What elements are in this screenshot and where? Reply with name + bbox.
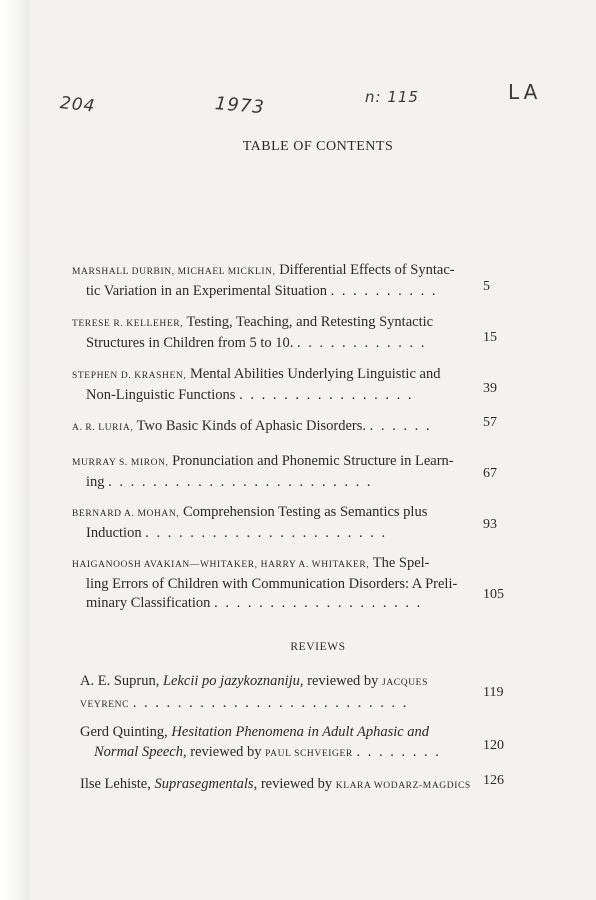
handwritten-note-4: LA <box>508 80 542 104</box>
entry-title-line1: Differential Effects of Syntac- <box>279 262 455 278</box>
dot-leader: . . . . . . . . . . . . . . . . . . . . . . . . <box>108 474 373 490</box>
dot-leader: . . . . . . . . . . . . . . . . . . . . . . <box>145 525 388 541</box>
handwritten-note-1: 204 <box>58 93 97 117</box>
toc-entry-miron <box>72 452 500 492</box>
entry-authors: MURRAY S. MIRON, <box>72 458 169 468</box>
entry-title-line2: ing <box>86 474 105 490</box>
review-work: Lekcii po jazykoznaniju, <box>162 673 304 689</box>
page-title: TABLE OF CONTENTS <box>242 139 394 154</box>
entry-title-line1: The Spel- <box>372 555 430 571</box>
entry-title-line1: Two Basic Kinds of Aphasic Disorders. <box>136 418 367 434</box>
entry-page: 15 <box>483 330 497 345</box>
review-page: 119 <box>483 685 504 700</box>
entry-title-line1: Comprehension Testing as Semantics plus <box>182 504 428 520</box>
entry-authors: A. R. LURIA, <box>72 423 134 433</box>
entry-title-line2: Induction <box>86 525 142 541</box>
entry-title-line3: minary Classification <box>86 595 211 611</box>
review-work: Suprasegmentals, <box>154 776 258 792</box>
dot-leader: . . . . . . . . . . . . . . . . . . . <box>214 595 423 611</box>
entry-title-line2: Non-Linguistic Functions <box>86 387 236 403</box>
entry-page: 57 <box>483 415 497 430</box>
reviewer-name-cont: VEYRENC <box>80 700 130 710</box>
review-page: 126 <box>483 773 504 788</box>
reviewer-name: PAUL SCHVEIGER <box>265 749 353 759</box>
toc-entry-kelleher <box>72 313 500 353</box>
review-entry-suprun <box>80 671 492 715</box>
dot-leader: . . . . . . . . . . <box>330 283 438 299</box>
entry-title-line2: tic Variation in an Experimental Situation <box>86 283 327 299</box>
entry-authors: STEPHEN D. KRASHEN, <box>72 371 187 381</box>
dot-leader: . . . . . . . . . . . . . . . . <box>239 387 414 403</box>
review-author: Ilse Lehiste, <box>80 776 151 792</box>
dot-leader: . . . . . . . . . . . . . . . . . . . . . . . . . <box>132 695 409 711</box>
entry-authors: MARSHALL DURBIN, MICHAEL MICKLIN, <box>72 267 276 277</box>
entry-page: 39 <box>483 381 497 396</box>
reviews-heading: REVIEWS <box>290 641 346 653</box>
book-page <box>30 0 596 900</box>
review-author: A. E. Suprun, <box>80 673 160 689</box>
entry-title-line1: Mental Abilities Underlying Linguistic and <box>189 366 441 382</box>
entry-authors: HAIGANOOSH AVAKIAN—WHITAKER, HARRY A. WHITAKER, <box>72 560 370 570</box>
reviewed-by-label: reviewed by <box>190 744 262 760</box>
handwritten-note-3: n: 115 <box>365 88 419 106</box>
entry-authors: BERNARD A. MOHAN, <box>72 509 180 519</box>
review-entry-quinting <box>80 722 492 764</box>
dot-leader: . . . . . . . . <box>356 744 441 760</box>
review-work: Hesitation Phenomena in Adult Aphasic and <box>171 724 430 740</box>
entry-title-line1: Pronunciation and Phonemic Structure in Learn- <box>172 453 454 469</box>
review-author: Gerd Quinting, <box>80 724 168 740</box>
entry-page: 105 <box>483 587 504 602</box>
handwritten-note-2: 1973 <box>214 93 266 119</box>
entry-title-line2: ling Errors of Children with Communication Disorders: A Preli- <box>86 576 458 592</box>
toc-entry-luria <box>72 417 500 438</box>
page-margin-shadow <box>0 0 30 900</box>
review-work-cont: Normal Speech, <box>94 744 187 760</box>
entry-page: 67 <box>483 466 497 481</box>
toc-entry-whitaker <box>72 554 500 613</box>
reviewed-by-label: reviewed by <box>260 776 333 792</box>
review-page: 120 <box>483 738 504 753</box>
review-entry-lehiste <box>80 774 492 796</box>
entry-title-line2: Structures in Children from 5 to 10. <box>86 335 294 351</box>
reviewer-name: JACQUES <box>382 678 428 688</box>
reviewed-by-label: reviewed by <box>307 673 379 689</box>
toc-entry-mohan <box>72 503 500 543</box>
dot-leader: . . . . . . . . . . . . <box>297 335 427 351</box>
entry-page: 5 <box>483 279 490 294</box>
toc-entry-durbin <box>72 261 500 301</box>
toc-entry-krashen <box>72 365 500 405</box>
dot-leader: . . . . . . <box>369 418 432 434</box>
entry-title-line1: Testing, Teaching, and Retesting Syntactic <box>186 314 434 330</box>
entry-page: 93 <box>483 517 497 532</box>
reviewer-name: KLARA WODARZ-MAGDICS <box>335 781 471 791</box>
entry-authors: TERESE R. KELLEHER, <box>72 319 184 329</box>
